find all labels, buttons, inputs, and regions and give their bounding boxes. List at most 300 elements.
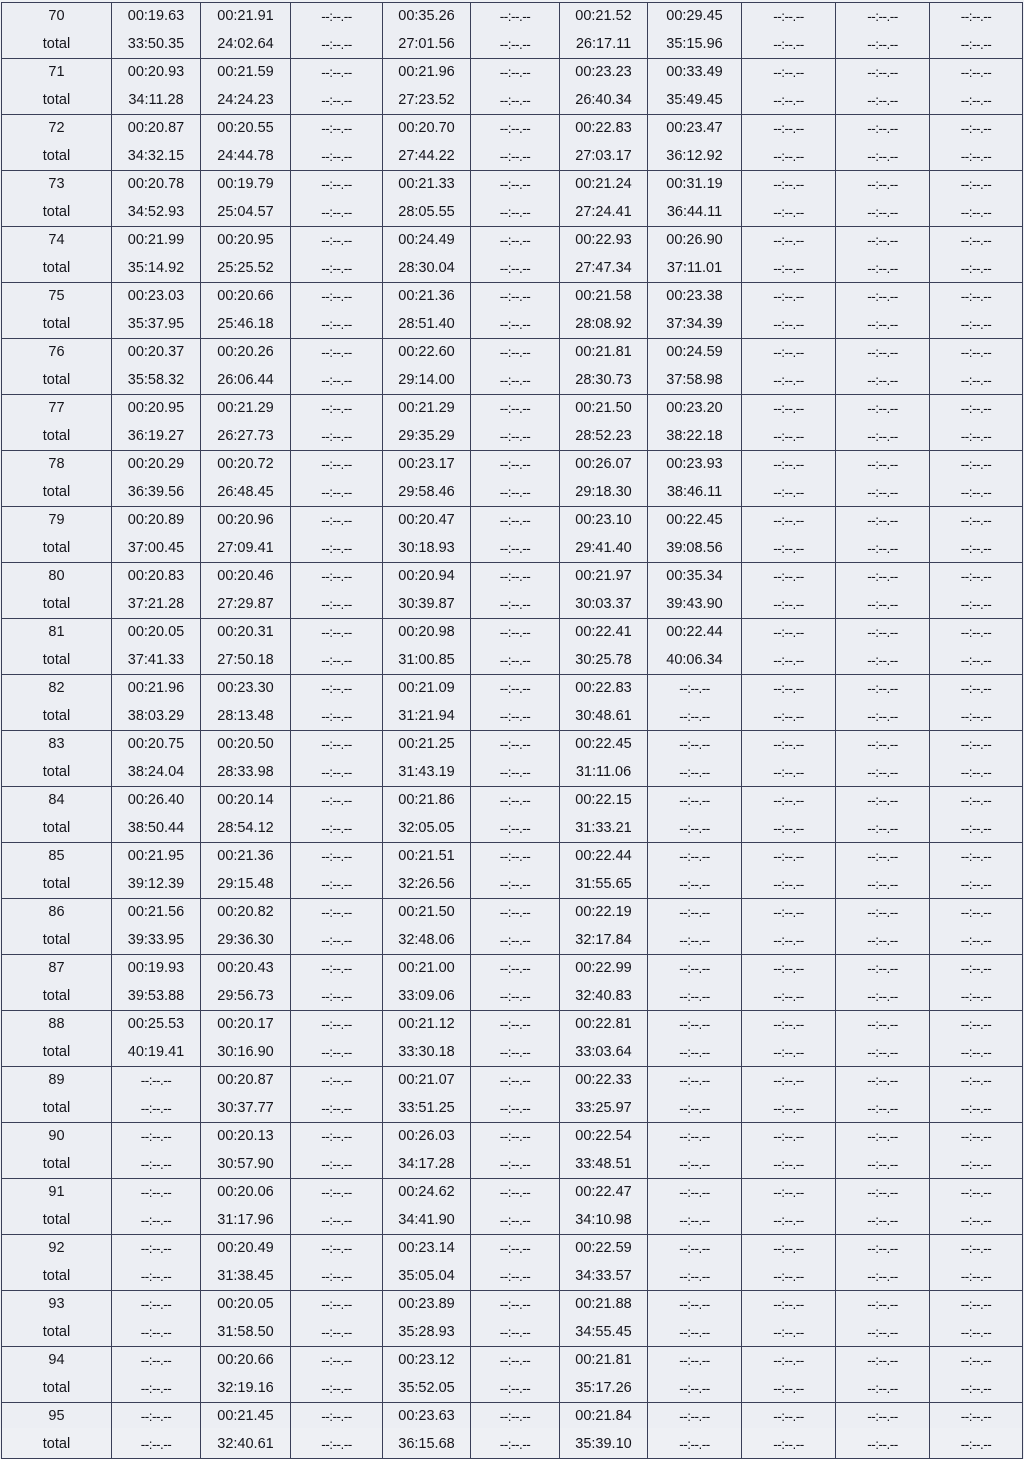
lap-time-cell: --:--.--: [648, 955, 742, 983]
total-time-cell: --:--.--: [930, 87, 1023, 115]
total-time-cell: --:--.--: [836, 983, 930, 1011]
total-time-cell: --:--.--: [291, 311, 383, 339]
total-time-cell: --:--.--: [930, 31, 1023, 59]
lap-time-cell: 00:21.12: [383, 1011, 471, 1039]
total-time-cell: 24:44.78: [201, 143, 291, 171]
lap-time-cell: --:--.--: [742, 1179, 836, 1207]
total-time-cell: --:--.--: [742, 1263, 836, 1291]
total-label-cell: total: [2, 311, 112, 339]
lap-time-cell: 00:20.05: [112, 619, 201, 647]
lap-time-cell: --:--.--: [742, 787, 836, 815]
lap-time-cell: 00:33.49: [648, 59, 742, 87]
total-time-cell: --:--.--: [471, 927, 560, 955]
total-time-cell: 31:17.96: [201, 1207, 291, 1235]
lap-time-cell: 00:21.51: [383, 843, 471, 871]
total-time-cell: 34:11.28: [112, 87, 201, 115]
lap-time-cell: --:--.--: [291, 843, 383, 871]
lap-time-cell: --:--.--: [291, 3, 383, 31]
total-time-cell: --:--.--: [836, 1207, 930, 1235]
lap-row: [2, 1179, 1023, 1207]
lap-time-cell: --:--.--: [648, 731, 742, 759]
lap-time-cell: --:--.--: [471, 1291, 560, 1319]
lap-time-cell: 00:21.88: [560, 1291, 648, 1319]
lap-row: [2, 619, 1023, 647]
lap-time-cell: --:--.--: [930, 899, 1023, 927]
total-time-cell: --:--.--: [112, 1263, 201, 1291]
lap-time-cell: --:--.--: [742, 619, 836, 647]
lap-time-cell: 00:22.33: [560, 1067, 648, 1095]
lap-time-cell: --:--.--: [291, 619, 383, 647]
lap-time-cell: --:--.--: [291, 1291, 383, 1319]
lap-time-cell: --:--.--: [836, 227, 930, 255]
lap-time-cell: 00:20.26: [201, 339, 291, 367]
total-time-cell: 29:15.48: [201, 871, 291, 899]
lap-time-cell: 00:24.59: [648, 339, 742, 367]
lap-time-cell: --:--.--: [742, 1123, 836, 1151]
lap-time-cell: --:--.--: [648, 1291, 742, 1319]
total-label-cell: total: [2, 1431, 112, 1459]
lap-time-cell: 00:23.63: [383, 1403, 471, 1431]
lap-time-cell: --:--.--: [836, 1403, 930, 1431]
total-time-cell: 28:51.40: [383, 311, 471, 339]
total-time-cell: --:--.--: [648, 1431, 742, 1459]
lap-number-cell: 94: [2, 1347, 112, 1375]
total-time-cell: --:--.--: [291, 87, 383, 115]
lap-time-cell: --:--.--: [836, 507, 930, 535]
total-time-cell: --:--.--: [471, 591, 560, 619]
lap-time-cell: 00:23.89: [383, 1291, 471, 1319]
lap-time-cell: --:--.--: [836, 339, 930, 367]
lap-time-cell: --:--.--: [742, 675, 836, 703]
total-time-cell: 29:14.00: [383, 367, 471, 395]
lap-time-cell: --:--.--: [291, 451, 383, 479]
total-time-cell: --:--.--: [836, 927, 930, 955]
lap-time-cell: 00:23.03: [112, 283, 201, 311]
total-label-cell: total: [2, 1375, 112, 1403]
total-time-cell: 32:17.84: [560, 927, 648, 955]
lap-time-cell: --:--.--: [836, 955, 930, 983]
lap-time-cell: 00:22.41: [560, 619, 648, 647]
total-time-cell: 36:12.92: [648, 143, 742, 171]
lap-time-cell: 00:21.81: [560, 339, 648, 367]
total-time-cell: 36:44.11: [648, 199, 742, 227]
total-label-cell: total: [2, 591, 112, 619]
lap-time-cell: --:--.--: [648, 1347, 742, 1375]
lap-time-cell: --:--.--: [291, 787, 383, 815]
total-time-cell: --:--.--: [836, 759, 930, 787]
lap-time-cell: 00:21.36: [201, 843, 291, 871]
total-time-cell: 25:46.18: [201, 311, 291, 339]
lap-time-cell: --:--.--: [742, 339, 836, 367]
total-time-cell: 29:36.30: [201, 927, 291, 955]
lap-time-cell: --:--.--: [742, 115, 836, 143]
lap-time-cell: --:--.--: [930, 171, 1023, 199]
total-time-cell: 31:38.45: [201, 1263, 291, 1291]
lap-time-cell: 00:20.50: [201, 731, 291, 759]
total-time-cell: --:--.--: [836, 591, 930, 619]
total-time-cell: --:--.--: [836, 255, 930, 283]
lap-time-cell: 00:21.36: [383, 283, 471, 311]
total-time-cell: --:--.--: [742, 143, 836, 171]
total-time-cell: 34:33.57: [560, 1263, 648, 1291]
lap-time-cell: 00:23.38: [648, 283, 742, 311]
total-time-cell: 35:05.04: [383, 1263, 471, 1291]
total-time-cell: --:--.--: [930, 1263, 1023, 1291]
lap-time-cell: 00:26.40: [112, 787, 201, 815]
lap-time-cell: --:--.--: [742, 283, 836, 311]
lap-row: [2, 227, 1023, 255]
total-time-cell: --:--.--: [471, 871, 560, 899]
total-time-cell: 27:23.52: [383, 87, 471, 115]
lap-time-cell: --:--.--: [836, 619, 930, 647]
total-time-cell: 24:02.64: [201, 31, 291, 59]
lap-time-cell: --:--.--: [648, 1403, 742, 1431]
lap-time-cell: --:--.--: [836, 1291, 930, 1319]
total-time-cell: --:--.--: [742, 703, 836, 731]
lap-time-cell: --:--.--: [471, 1179, 560, 1207]
lap-time-cell: 00:20.98: [383, 619, 471, 647]
lap-time-cell: --:--.--: [742, 1347, 836, 1375]
total-row: [2, 1151, 1023, 1179]
total-time-cell: --:--.--: [930, 1431, 1023, 1459]
lap-time-cell: 00:31.19: [648, 171, 742, 199]
total-time-cell: 31:58.50: [201, 1319, 291, 1347]
total-label-cell: total: [2, 815, 112, 843]
total-label-cell: total: [2, 871, 112, 899]
total-time-cell: 29:58.46: [383, 479, 471, 507]
lap-number-cell: 92: [2, 1235, 112, 1263]
total-time-cell: --:--.--: [836, 1151, 930, 1179]
total-time-cell: 32:48.06: [383, 927, 471, 955]
lap-number-cell: 70: [2, 3, 112, 31]
lap-time-cell: --:--.--: [930, 787, 1023, 815]
lap-time-cell: 00:21.59: [201, 59, 291, 87]
total-time-cell: --:--.--: [742, 1095, 836, 1123]
lap-time-cell: --:--.--: [471, 619, 560, 647]
total-time-cell: 35:15.96: [648, 31, 742, 59]
lap-time-cell: 00:21.58: [560, 283, 648, 311]
lap-time-cell: --:--.--: [836, 3, 930, 31]
total-label-cell: total: [2, 647, 112, 675]
total-time-cell: --:--.--: [742, 535, 836, 563]
total-time-cell: --:--.--: [112, 1431, 201, 1459]
total-time-cell: 28:30.73: [560, 367, 648, 395]
lap-time-cell: 00:22.19: [560, 899, 648, 927]
lap-time-cell: 00:20.95: [112, 395, 201, 423]
lap-time-cell: --:--.--: [742, 1403, 836, 1431]
total-time-cell: 33:03.64: [560, 1039, 648, 1067]
lap-time-cell: 00:21.52: [560, 3, 648, 31]
total-time-cell: --:--.--: [648, 1039, 742, 1067]
lap-number-cell: 78: [2, 451, 112, 479]
total-row: [2, 87, 1023, 115]
lap-row: [2, 115, 1023, 143]
lap-time-cell: 00:25.53: [112, 1011, 201, 1039]
lap-time-cell: --:--.--: [742, 171, 836, 199]
lap-time-cell: --:--.--: [930, 955, 1023, 983]
lap-time-cell: --:--.--: [648, 1179, 742, 1207]
lap-time-cell: 00:22.45: [560, 731, 648, 759]
lap-time-cell: 00:22.93: [560, 227, 648, 255]
total-label-cell: total: [2, 1151, 112, 1179]
total-time-cell: 29:41.40: [560, 535, 648, 563]
total-time-cell: --:--.--: [648, 871, 742, 899]
total-time-cell: 37:58.98: [648, 367, 742, 395]
total-row: [2, 199, 1023, 227]
total-time-cell: 28:13.48: [201, 703, 291, 731]
lap-time-cell: --:--.--: [930, 1011, 1023, 1039]
total-time-cell: --:--.--: [648, 927, 742, 955]
total-time-cell: --:--.--: [471, 1263, 560, 1291]
lap-time-cell: 00:20.05: [201, 1291, 291, 1319]
total-label-cell: total: [2, 423, 112, 451]
lap-time-cell: 00:26.03: [383, 1123, 471, 1151]
total-time-cell: 37:41.33: [112, 647, 201, 675]
lap-row: [2, 1403, 1023, 1431]
lap-time-cell: --:--.--: [291, 171, 383, 199]
total-time-cell: --:--.--: [836, 87, 930, 115]
total-time-cell: --:--.--: [471, 143, 560, 171]
total-time-cell: 35:52.05: [383, 1375, 471, 1403]
lap-time-cell: --:--.--: [648, 787, 742, 815]
total-time-cell: --:--.--: [471, 31, 560, 59]
lap-number-cell: 91: [2, 1179, 112, 1207]
total-time-cell: --:--.--: [471, 983, 560, 1011]
lap-row: [2, 563, 1023, 591]
total-time-cell: 26:17.11: [560, 31, 648, 59]
total-time-cell: --:--.--: [742, 759, 836, 787]
lap-time-cell: --:--.--: [471, 171, 560, 199]
total-row: [2, 647, 1023, 675]
lap-time-cell: --:--.--: [930, 451, 1023, 479]
total-time-cell: --:--.--: [930, 255, 1023, 283]
lap-number-cell: 75: [2, 283, 112, 311]
total-time-cell: --:--.--: [291, 647, 383, 675]
total-time-cell: 34:17.28: [383, 1151, 471, 1179]
lap-row: [2, 507, 1023, 535]
lap-time-cell: 00:20.70: [383, 115, 471, 143]
lap-number-cell: 82: [2, 675, 112, 703]
total-row: [2, 591, 1023, 619]
total-time-cell: 27:47.34: [560, 255, 648, 283]
lap-time-cell: 00:21.09: [383, 675, 471, 703]
lap-time-cell: --:--.--: [648, 1011, 742, 1039]
total-time-cell: 39:33.95: [112, 927, 201, 955]
total-time-cell: --:--.--: [742, 31, 836, 59]
lap-time-cell: --:--.--: [291, 899, 383, 927]
lap-time-cell: 00:21.33: [383, 171, 471, 199]
total-time-cell: --:--.--: [291, 759, 383, 787]
lap-time-cell: --:--.--: [930, 115, 1023, 143]
lap-time-cell: 00:21.97: [560, 563, 648, 591]
total-time-cell: 34:55.45: [560, 1319, 648, 1347]
total-label-cell: total: [2, 1207, 112, 1235]
total-time-cell: --:--.--: [471, 535, 560, 563]
total-time-cell: --:--.--: [471, 87, 560, 115]
total-time-cell: --:--.--: [742, 423, 836, 451]
total-label-cell: total: [2, 143, 112, 171]
lap-time-cell: --:--.--: [742, 59, 836, 87]
lap-time-cell: --:--.--: [836, 563, 930, 591]
lap-time-cell: --:--.--: [742, 395, 836, 423]
lap-time-cell: 00:20.49: [201, 1235, 291, 1263]
lap-time-cell: --:--.--: [836, 843, 930, 871]
lap-row: [2, 395, 1023, 423]
total-time-cell: --:--.--: [836, 1319, 930, 1347]
total-time-cell: 30:25.78: [560, 647, 648, 675]
total-time-cell: --:--.--: [930, 983, 1023, 1011]
lap-number-cell: 74: [2, 227, 112, 255]
lap-time-cell: --:--.--: [112, 1291, 201, 1319]
total-time-cell: --:--.--: [930, 479, 1023, 507]
total-time-cell: 33:50.35: [112, 31, 201, 59]
total-time-cell: 38:50.44: [112, 815, 201, 843]
total-time-cell: 25:04.57: [201, 199, 291, 227]
total-time-cell: 28:33.98: [201, 759, 291, 787]
total-time-cell: --:--.--: [471, 479, 560, 507]
lap-time-cell: --:--.--: [742, 955, 836, 983]
lap-time-cell: --:--.--: [291, 1179, 383, 1207]
total-time-cell: 26:40.34: [560, 87, 648, 115]
total-time-cell: --:--.--: [836, 647, 930, 675]
total-time-cell: --:--.--: [742, 871, 836, 899]
lap-time-cell: --:--.--: [648, 675, 742, 703]
total-row: [2, 927, 1023, 955]
total-time-cell: --:--.--: [471, 311, 560, 339]
total-time-cell: 26:48.45: [201, 479, 291, 507]
total-time-cell: --:--.--: [291, 1207, 383, 1235]
total-time-cell: --:--.--: [291, 815, 383, 843]
lap-time-cell: --:--.--: [471, 1235, 560, 1263]
total-time-cell: --:--.--: [836, 1263, 930, 1291]
total-row: [2, 759, 1023, 787]
lap-time-cell: 00:26.90: [648, 227, 742, 255]
lap-time-cell: 00:22.54: [560, 1123, 648, 1151]
lap-number-cell: 79: [2, 507, 112, 535]
total-label-cell: total: [2, 759, 112, 787]
lap-time-cell: 00:21.96: [112, 675, 201, 703]
lap-row: [2, 171, 1023, 199]
lap-time-cell: 00:22.44: [648, 619, 742, 647]
total-time-cell: 31:00.85: [383, 647, 471, 675]
lap-time-cell: --:--.--: [291, 1011, 383, 1039]
total-row: [2, 1319, 1023, 1347]
lap-time-cell: --:--.--: [930, 563, 1023, 591]
lap-row: [2, 731, 1023, 759]
total-time-cell: 39:43.90: [648, 591, 742, 619]
total-time-cell: --:--.--: [930, 311, 1023, 339]
lap-time-cell: --:--.--: [291, 339, 383, 367]
total-time-cell: 30:57.90: [201, 1151, 291, 1179]
total-time-cell: --:--.--: [742, 1207, 836, 1235]
lap-row: [2, 283, 1023, 311]
lap-time-cell: --:--.--: [742, 227, 836, 255]
total-time-cell: --:--.--: [471, 1095, 560, 1123]
total-time-cell: --:--.--: [930, 1039, 1023, 1067]
lap-time-cell: 00:21.81: [560, 1347, 648, 1375]
total-label-cell: total: [2, 31, 112, 59]
lap-time-cell: --:--.--: [742, 1291, 836, 1319]
total-time-cell: --:--.--: [836, 311, 930, 339]
total-time-cell: 27:44.22: [383, 143, 471, 171]
total-row: [2, 1431, 1023, 1459]
total-time-cell: --:--.--: [648, 983, 742, 1011]
total-time-cell: --:--.--: [291, 1095, 383, 1123]
total-time-cell: 38:22.18: [648, 423, 742, 451]
total-time-cell: --:--.--: [836, 143, 930, 171]
lap-number-cell: 80: [2, 563, 112, 591]
total-time-cell: --:--.--: [742, 1039, 836, 1067]
lap-time-cell: --:--.--: [291, 1067, 383, 1095]
total-label-cell: total: [2, 983, 112, 1011]
lap-time-cell: 00:35.26: [383, 3, 471, 31]
total-time-cell: --:--.--: [930, 1375, 1023, 1403]
total-row: [2, 367, 1023, 395]
lap-time-cell: 00:22.44: [560, 843, 648, 871]
total-label-cell: total: [2, 255, 112, 283]
lap-number-cell: 85: [2, 843, 112, 871]
total-time-cell: --:--.--: [648, 1263, 742, 1291]
total-time-cell: --:--.--: [471, 815, 560, 843]
lap-number-cell: 71: [2, 59, 112, 87]
total-time-cell: --:--.--: [836, 31, 930, 59]
lap-number-cell: 90: [2, 1123, 112, 1151]
total-time-cell: 35:28.93: [383, 1319, 471, 1347]
lap-time-cell: 00:20.13: [201, 1123, 291, 1151]
lap-time-cell: --:--.--: [836, 1235, 930, 1263]
total-row: [2, 983, 1023, 1011]
total-time-cell: --:--.--: [930, 1095, 1023, 1123]
total-time-cell: --:--.--: [930, 815, 1023, 843]
lap-time-cell: --:--.--: [471, 507, 560, 535]
total-time-cell: --:--.--: [836, 871, 930, 899]
lap-time-cell: 00:22.81: [560, 1011, 648, 1039]
lap-time-cell: --:--.--: [112, 1067, 201, 1095]
lap-time-cell: 00:20.78: [112, 171, 201, 199]
total-label-cell: total: [2, 535, 112, 563]
lap-time-cell: --:--.--: [836, 171, 930, 199]
lap-time-cell: --:--.--: [742, 731, 836, 759]
lap-time-cell: --:--.--: [291, 283, 383, 311]
lap-row: [2, 843, 1023, 871]
total-time-cell: --:--.--: [930, 1151, 1023, 1179]
total-time-cell: --:--.--: [291, 199, 383, 227]
lap-time-cell: 00:23.14: [383, 1235, 471, 1263]
lap-time-cell: 00:20.17: [201, 1011, 291, 1039]
total-row: [2, 1095, 1023, 1123]
lap-time-cell: --:--.--: [930, 507, 1023, 535]
total-time-cell: 27:50.18: [201, 647, 291, 675]
lap-time-cell: --:--.--: [291, 1235, 383, 1263]
total-time-cell: 30:37.77: [201, 1095, 291, 1123]
total-time-cell: 26:06.44: [201, 367, 291, 395]
lap-time-cell: --:--.--: [930, 1235, 1023, 1263]
total-time-cell: --:--.--: [836, 479, 930, 507]
lap-time-cell: --:--.--: [648, 843, 742, 871]
total-time-cell: --:--.--: [291, 927, 383, 955]
total-label-cell: total: [2, 1039, 112, 1067]
total-time-cell: --:--.--: [930, 143, 1023, 171]
lap-time-cell: 00:20.31: [201, 619, 291, 647]
total-row: [2, 1207, 1023, 1235]
total-time-cell: --:--.--: [291, 1431, 383, 1459]
lap-time-cell: --:--.--: [836, 1067, 930, 1095]
lap-time-cell: --:--.--: [836, 1123, 930, 1151]
total-time-cell: --:--.--: [836, 703, 930, 731]
total-time-cell: --:--.--: [471, 1319, 560, 1347]
total-row: [2, 423, 1023, 451]
lap-time-cell: 00:21.24: [560, 171, 648, 199]
